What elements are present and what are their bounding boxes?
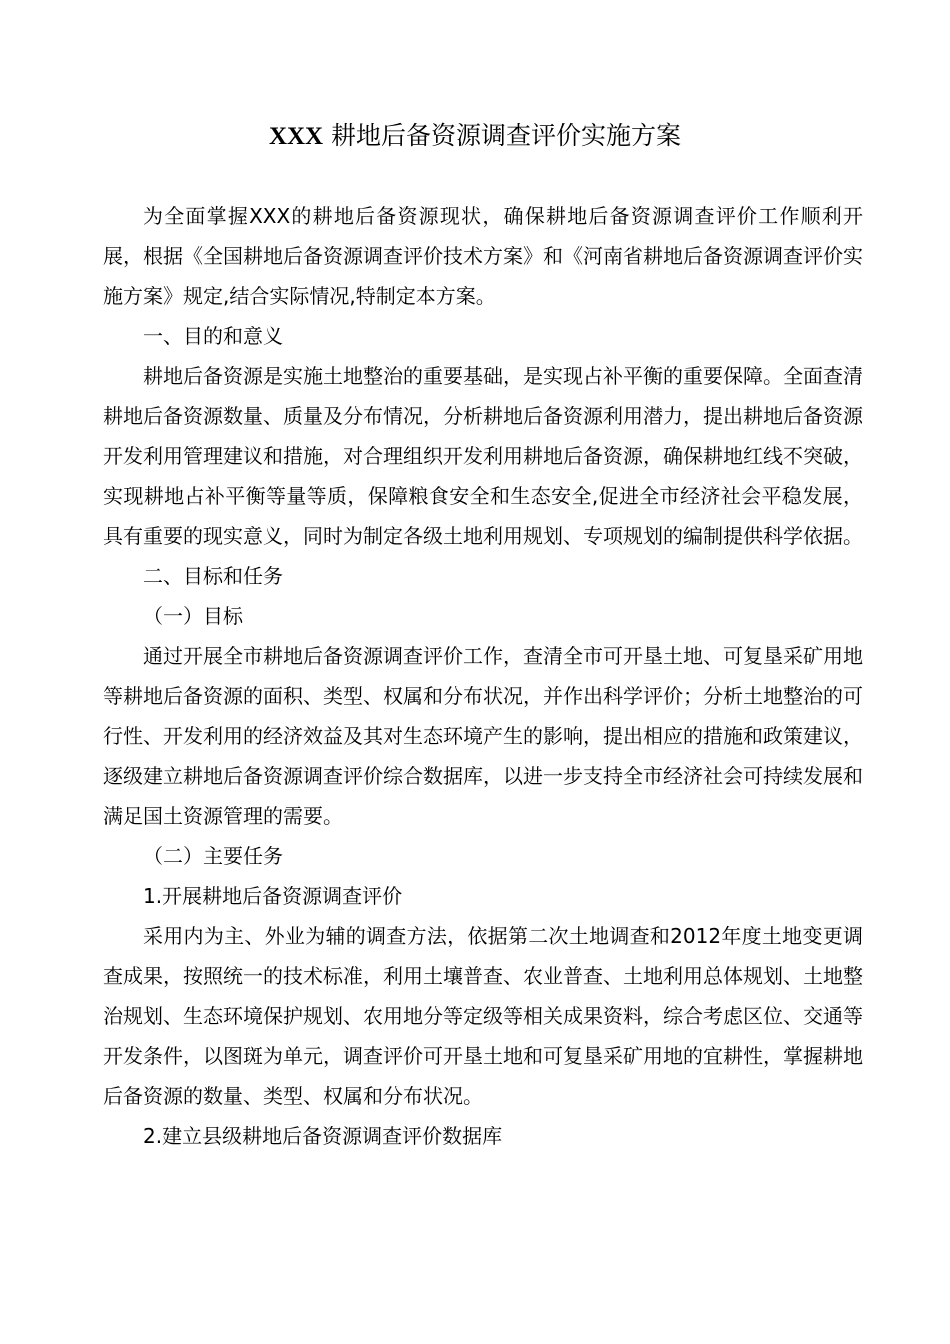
goal-paragraph: 通过开展全市耕地后备资源调查评价工作，查清全市可开垦土地、可复垦采矿用地等耕地后备资源的面积、类型、权属和分布状况，并作出科学评价；分析土地整治的可行性、开发利用的经济效益及其对生态环境产生的影响，提出相应的措施和政策建议，逐级建立耕地后备资源调查评价综合数据库，以进一步支持全市经济社会可持续发展和满足国土资源管理的需要。 xyxy=(103,644,863,828)
task-heading-database: 2.建立县级耕地后备资源调查评价数据库 xyxy=(143,1124,503,1148)
document-body xyxy=(103,196,863,1156)
survey-paragraph: 采用内为主、外业为辅的调查方法，依据第二次土地调查和2012年度土地变更调查成果，按照统一的技术标准，利用土壤普查、农业普查、土地利用总体规划、土地整治规划、生态环境保护规划、农用地分等定级等相关成果资料，综合考虑区位、交通等开发条件，以图斑为单元，调查评价可开垦土地和可复垦采矿用地的宜耕性，掌握耕地后备资源的数量、类型、权属和分布状况。 xyxy=(103,924,863,1108)
intro-paragraph: 为全面掌握XXX的耕地后备资源现状，确保耕地后备资源调查评价工作顺利开展，根据《全国耕地后备资源调查评价技术方案》和《河南省耕地后备资源调查评价实施方案》规定,结合实际情况,特制定本方案。 xyxy=(103,204,863,308)
purpose-paragraph: 耕地后备资源是实施土地整治的重要基础，是实现占补平衡的重要保障。全面查清耕地后备资源数量、质量及分布情况，分析耕地后备资源利用潜力，提出耕地后备资源开发利用管理建议和措施，对合理组织开发利用耕地后备资源，确保耕地红线不突破，实现耕地占补平衡等量等质，保障粮食安全和生态安全,促进全市经济社会平稳发展，具有重要的现实意义，同时为制定各级土地利用规划、专项规划的编制提供科学依据。 xyxy=(103,364,863,548)
subsection-heading-goal: （一）目标 xyxy=(143,604,243,628)
document-title-text: 耕地后备资源调查评价实施方案 xyxy=(323,121,682,150)
document-title-code: XXX xyxy=(268,123,324,150)
document-title xyxy=(0,118,950,155)
section-heading-purpose: 一、目的和意义 xyxy=(143,324,283,348)
subsection-heading-main-tasks: （二）主要任务 xyxy=(143,844,283,868)
section-heading-goals-tasks: 二、目标和任务 xyxy=(143,564,283,588)
task-heading-survey: 1.开展耕地后备资源调查评价 xyxy=(143,884,403,908)
